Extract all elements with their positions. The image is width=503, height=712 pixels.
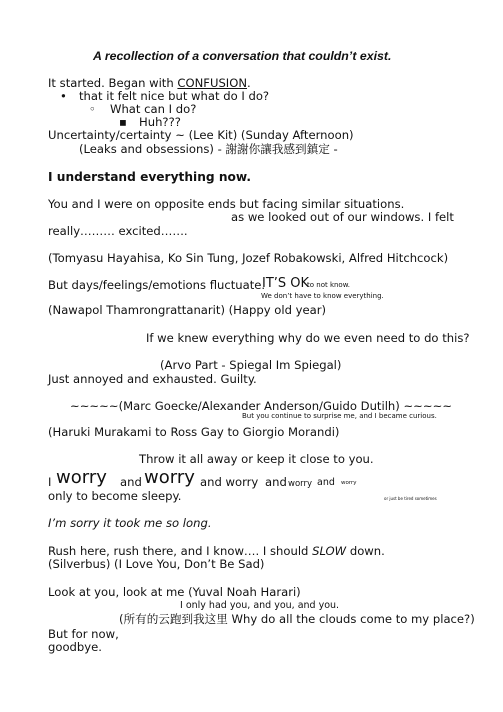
haruki-line: (Haruki Murakami to Ross Gay to Giorgio Morandi) — [48, 425, 340, 439]
word-worry-2: worry — [144, 467, 195, 488]
but-for-now-line: But for now, — [48, 627, 119, 641]
word-and-worry: and worry — [200, 475, 259, 489]
intro-line — [48, 76, 251, 90]
paragraph-line-3: really……… excited……. — [48, 224, 188, 238]
annoyed-line: Just annoyed and exhausted. Guilty. — [48, 372, 257, 386]
not-know-text: to not know. — [307, 281, 351, 289]
goodbye-line: goodbye. — [48, 640, 102, 654]
bullet-marker-2: ◦ — [89, 102, 96, 116]
slow-word: SLOW — [312, 544, 347, 558]
word-worry-4: worry — [341, 480, 357, 486]
section-heading: I understand everything now. — [48, 170, 251, 184]
clouds-line: (所有的云跑到我这里 Why do all the clouds come to my place?) — [119, 612, 475, 626]
confusion-word: CONFUSION — [177, 76, 248, 90]
silverbus-line: (Silverbus) (I Love You, Don’t Be Sad) — [48, 557, 265, 571]
word-worry-1: worry — [56, 467, 107, 488]
rush-line — [48, 544, 385, 558]
word-and-3: and — [317, 477, 335, 488]
word-and-2: and — [265, 475, 287, 489]
names-line-1: (Tomyasu Hayahisa, Ko Sin Tung, Jozef Robakowski, Alfred Hitchcock) — [48, 251, 449, 265]
intro-text: It started. Began with — [48, 76, 178, 90]
bullet-marker-1: • — [60, 89, 67, 103]
leaks-line: (Leaks and obsessions) - 謝謝你讓我感到鎮定 - — [79, 142, 338, 156]
bullet-item-2: What can I do? — [110, 102, 197, 116]
word-and-1: and — [120, 475, 142, 489]
word-i: I — [48, 475, 52, 489]
sorry-line: I’m sorry it took me so long. — [48, 516, 212, 530]
bullet-item-3: Huh??? — [139, 115, 181, 129]
throw-line: Throw it all away or keep it close to you. — [139, 452, 374, 466]
sleepy-line: only to become sleepy. — [48, 489, 182, 503]
question-line: If we knew everything why do we even need to do this? — [146, 331, 470, 345]
fluctuate-text: But days/feelings/emotions fluctuate. — [48, 278, 266, 292]
paragraph-line-1: You and I were on opposite ends but facing similar situations. — [48, 197, 405, 211]
rush-down: down. — [346, 544, 385, 558]
arvo-line: (Arvo Part - Spiegal Im Spiegal) — [160, 358, 342, 372]
paragraph-line-2: as we looked out of our windows. I felt — [231, 210, 454, 224]
document-title: A recollection of a conversation that couldn’t exist. — [93, 49, 392, 63]
tired-note: or just be tired sometimes — [384, 496, 437, 501]
its-ok-text: IT’S OK — [262, 276, 310, 291]
nawapol-line: (Nawapol Thamrongrattanarit) (Happy old year) — [48, 303, 327, 317]
bullet-marker-3: ▪ — [119, 115, 127, 129]
surprise-line: But you continue to surprise me, and I became curious. — [242, 412, 437, 420]
look-line: Look at you, look at me (Yuval Noah Harari) — [48, 585, 301, 599]
dont-have-to-know-text: We don’t have to know everything. — [261, 292, 384, 300]
word-worry-3: worry — [288, 479, 313, 489]
rush-text: Rush here, rush there, and I know…. I should — [48, 544, 313, 558]
intro-period: . — [247, 76, 251, 90]
uncertainty-line: Uncertainty/certainty ~ (Lee Kit) (Sunday Afternoon) — [48, 128, 354, 142]
bullet-item-1: that it felt nice but what do I do? — [79, 89, 270, 103]
marc-line: ~~~~~(Marc Goecke/Alexander Anderson/Guido Dutilh) ~~~~~ — [70, 399, 453, 413]
only-had-you-line: I only had you, and you, and you. — [180, 600, 340, 611]
